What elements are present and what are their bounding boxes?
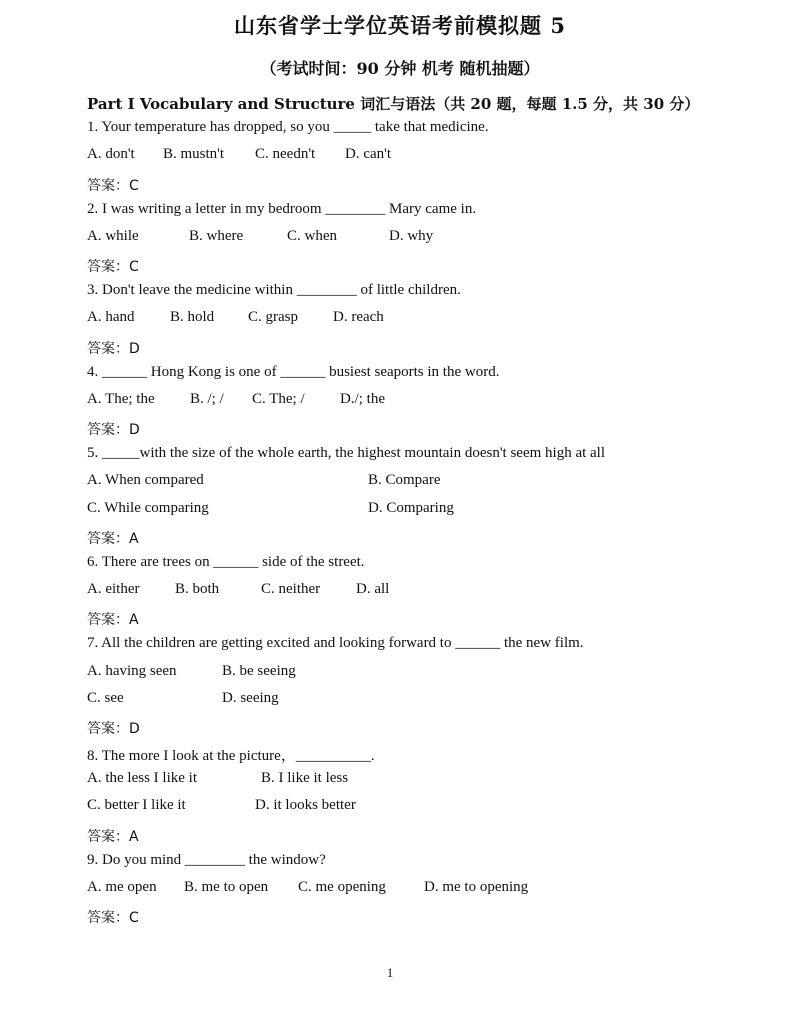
option: C. While comparing [87,500,209,516]
option: C. The; / [252,391,305,407]
option: A. The; the [87,391,155,407]
question-1-answer: 答案：C [87,178,139,194]
option: C. when [287,228,337,244]
option: B. mustn't [163,146,225,162]
question-6-answer: 答案：A [87,612,139,628]
option: B. /; / [190,391,224,407]
question-9-options [87,879,528,896]
question-2-text: 2. I was writing a letter in my bedroom ________ Mary came in. [87,201,477,217]
question-6-options [87,581,389,598]
question-5-options-row2 [87,500,454,517]
option: C. grasp [248,309,298,325]
option: A. having seen [87,663,177,679]
page-title: 山东省学士学位英语考前模拟题 5 [234,13,566,38]
option: D. why [389,228,434,244]
option: C. neither [261,581,321,597]
question-4-answer: 答案：D [87,422,140,438]
option: C. see [87,690,124,706]
question-8-options-row2 [87,797,356,814]
option: A. the less I like it [87,770,197,786]
question-2-answer: 答案：C [87,259,139,275]
question-3-options [87,309,384,326]
option: A. When compared [87,472,204,488]
question-7-text: 7. All the children are getting excited and looking forward to ______ the new film. [87,635,584,651]
question-3-answer: 答案：D [87,341,140,357]
option: C. me opening [298,879,386,895]
question-7-options-row1 [87,663,296,680]
question-2-options [87,228,433,245]
option: B. Compare [368,472,441,488]
question-5-text: 5. _____with the size of the whole earth, the highest mountain doesn't seem high at all [87,445,606,461]
question-9-answer: 答案：C [87,910,139,926]
option: D./; the [340,391,385,407]
question-1-options [87,146,391,163]
option: B. be seeing [222,663,296,679]
question-1-text: 1. Your temperature has dropped, so you _____ take that medicine. [87,119,489,135]
question-8-answer: 答案：A [87,829,139,845]
page-number: 1 [386,965,394,980]
question-5-options-row1 [87,472,441,489]
option: A. me open [87,879,157,895]
option: B. where [189,228,244,244]
option: A. either [87,581,140,597]
section-heading: Part I Vocabulary and Structure 词汇与语法（共 20 题，每题 1.5 分，共 30 分） [87,95,700,113]
question-9-text: 9. Do you mind ________ the window? [87,852,326,868]
option: B. hold [170,309,215,325]
option: B. me to open [184,879,269,895]
option: D. can't [345,146,392,162]
question-4-text: 4. ______ Hong Kong is one of ______ busiest seaports in the word. [87,364,500,380]
option: A. don't [87,146,135,162]
exam-info: （考试时间：90 分钟 机考 随机抽题） [260,59,540,78]
option: D. Comparing [368,500,454,516]
option: D. seeing [222,690,279,706]
option: B. I like it less [261,770,349,786]
option: C. needn't [255,146,316,162]
question-6-text: 6. There are trees on ______ side of the street. [87,554,365,570]
option: C. better I like it [87,797,186,813]
option: A. hand [87,309,135,325]
option: B. both [175,581,220,597]
question-3-text: 3. Don't leave the medicine within ________ of little children. [87,282,461,298]
question-7-answer: 答案：D [87,721,140,737]
question-4-options [87,391,385,408]
option: D. me to opening [424,879,529,895]
question-7-options-row2 [87,690,279,707]
option: D. it looks better [255,797,356,813]
option: A. while [87,228,139,244]
question-8-options-row1 [87,770,348,787]
question-5-answer: 答案：A [87,531,139,547]
option: D. reach [333,309,384,325]
option: D. all [356,581,390,597]
question-8-text: 8. The more I look at the picture，__________. [87,748,375,764]
